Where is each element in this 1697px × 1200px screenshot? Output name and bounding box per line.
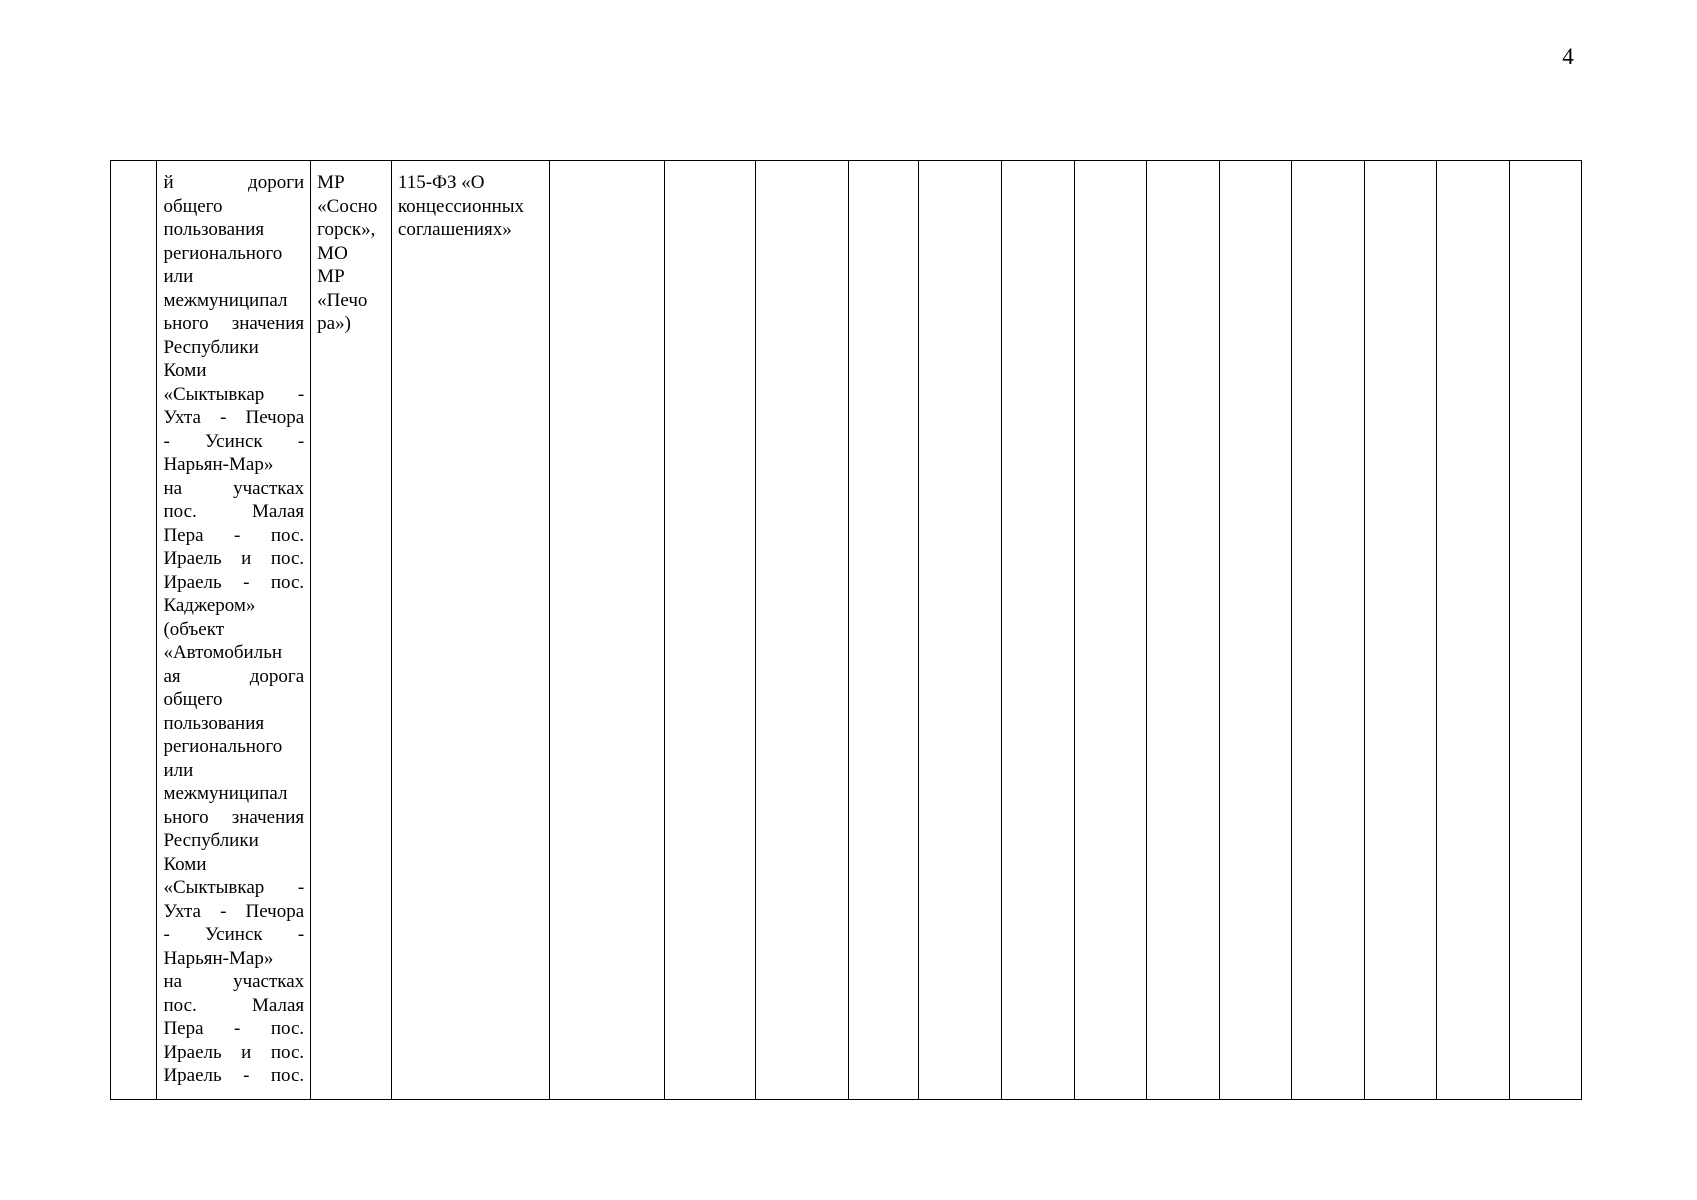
text-line: регионального (163, 736, 283, 757)
text-line: «Сосно (317, 195, 378, 217)
text-line: «Автомобильн (163, 642, 283, 663)
text-line: Коми (163, 360, 207, 381)
text-line: ьного значения (163, 313, 305, 334)
municipality-cell (311, 161, 392, 1100)
text-line: МО (317, 242, 348, 264)
text-line: общего (163, 689, 223, 710)
text-line: (объект (163, 618, 224, 640)
text-line: «Печо (317, 289, 368, 311)
text-line: горск», (317, 219, 376, 240)
empty-cell (1147, 161, 1220, 1100)
text-line: пользования (163, 712, 265, 734)
empty-cell (1075, 161, 1147, 1100)
text-line: межмуниципал (163, 783, 288, 804)
text-line: или (163, 266, 194, 287)
legal-basis-text (398, 171, 543, 242)
text-line: Нарьян-Мар» (163, 454, 274, 475)
text-line: - Усинск - (163, 430, 305, 452)
empty-cell (1292, 161, 1365, 1100)
text-line: общего (163, 195, 223, 217)
object-name-cell (157, 161, 311, 1100)
empty-cell (1365, 161, 1437, 1100)
empty-cell (1509, 161, 1581, 1100)
text-line: 115-ФЗ «О (397, 172, 485, 193)
legal-basis-cell (391, 161, 549, 1100)
empty-cell (1002, 161, 1075, 1100)
text-line: «Сыктывкар - (163, 383, 305, 405)
text-line: Нарьян-Мар» (163, 947, 274, 969)
text-line: на участках (163, 971, 305, 992)
empty-cell (550, 161, 665, 1100)
empty-cell (848, 161, 919, 1100)
text-line: Ираель и пос. (163, 1041, 305, 1063)
text-line: ра») (317, 313, 351, 334)
document-table (110, 160, 1582, 1100)
text-line: концессионных (397, 195, 525, 217)
municipality-text (317, 171, 385, 336)
text-line: Ираель - пос. (163, 1065, 305, 1086)
empty-cell (1220, 161, 1292, 1100)
empty-cell (919, 161, 1002, 1100)
text-line: «Сыктывкар - (163, 877, 305, 898)
empty-cell (755, 161, 848, 1100)
page-number: 4 (1562, 44, 1574, 69)
text-line: регионального (163, 242, 283, 264)
text-line: Ираель и пос. (163, 548, 305, 569)
text-line: Пера - пос. (163, 1018, 305, 1039)
text-line: ая дорога (163, 665, 305, 687)
text-line: соглашениях» (397, 219, 512, 240)
object-name-text (163, 171, 304, 1088)
text-line: или (163, 759, 194, 781)
row-number-cell (111, 161, 157, 1100)
text-line: пользования (163, 219, 265, 240)
text-line: МР (317, 172, 345, 193)
text-line: Ираель - пос. (163, 571, 305, 593)
table-row (111, 161, 1582, 1100)
text-line: межмуниципал (163, 289, 288, 311)
text-line: на участках (163, 477, 305, 499)
empty-cell (1437, 161, 1510, 1100)
text-line: Ухта - Печора (163, 900, 305, 922)
text-line: Коми (163, 853, 207, 875)
text-line: Республики (163, 830, 259, 851)
text-line: - Усинск - (163, 924, 305, 945)
text-line: пос. Малая (163, 501, 305, 522)
text-line: ьного значения (163, 806, 305, 828)
text-line: пос. Малая (163, 994, 305, 1016)
text-line: Ухта - Печора (163, 407, 305, 428)
text-line: й дороги (163, 172, 305, 193)
text-line: Каджером» (163, 595, 256, 616)
text-line: Республики (163, 336, 259, 358)
text-line: МР (317, 266, 345, 287)
empty-cell (665, 161, 756, 1100)
text-line: Пера - пос. (163, 524, 305, 546)
